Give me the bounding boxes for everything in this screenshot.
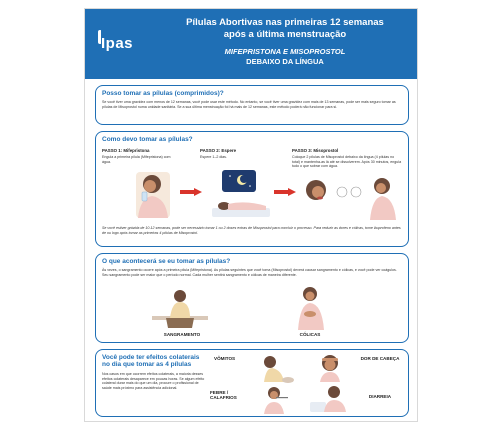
section-4-title-line-2: no dia que tomar as 4 pílulas: [102, 361, 192, 368]
step-3-text: Coloque 2 pílulas de Misoprostol debaixo da língua (4 pílulas no total) e mantenha-as lá até se dissolverem. Após 30 minutos, engula tudo o que sobrar com água.: [292, 155, 402, 169]
cramps-illustration: [282, 286, 338, 330]
title-line-2: após a última menstruação: [223, 29, 347, 40]
page-subtitle: [175, 47, 395, 67]
bleeding-caption: SANGRAMENTO: [163, 332, 201, 337]
section-2-title: Como devo tomar as pílulas?: [102, 136, 193, 143]
bleeding-illustration: [146, 288, 216, 330]
section-4-title-line-1: Você pode ter efeitos colaterais: [102, 354, 200, 361]
fever-illustration: [254, 384, 294, 414]
section-what-happens: [95, 253, 409, 343]
step-2-title: PASSO 2: Espere: [200, 148, 237, 153]
vomiting-caption: VÔMITOS: [214, 356, 236, 361]
arrow-right-icon: [180, 188, 202, 196]
fever-caption: FEBRE / CALAFRIOS: [210, 390, 237, 400]
step-1-title: PASSO 1: Mifepristona: [102, 148, 150, 153]
diarrhea-illustration: [306, 384, 356, 414]
page-title: [175, 17, 395, 41]
section-side-effects: [95, 349, 409, 417]
header-banner: [85, 9, 418, 79]
cramps-caption: CÓLICAS: [299, 332, 321, 337]
poster: [84, 8, 418, 422]
pills-under-tongue-illustration: [302, 172, 402, 222]
step-2-text: Espere 1–2 dias.: [200, 155, 227, 159]
ipas-logo: Ipas: [101, 35, 134, 52]
vomiting-illustration: [256, 354, 296, 384]
arrow-right-icon: [274, 188, 296, 196]
woman-drinking-illustration: [106, 170, 186, 220]
section-4-text: Nos casos em que ocorrem efeitos colaterais, a maioria desses efeitos colaterais desaparece em poucas horas. Se algum efeito colateral durar mais do que um dia, procure o profissional de saúde mais próximo para assistência adicional.: [102, 372, 205, 390]
section-can-i-take: [95, 85, 409, 125]
subtitle-line-1: MIFEPRISTONA E MISOPROSTOL: [224, 47, 346, 56]
section-1-text: Se você tiver uma gravidez com menos de 12 semanas, você pode usar este método. No entanto, se você tiver uma gravidez com mais de 13 semanas, pode ser mais seguro tomar as pílulas de Misoprostol numa unidade sanitária. Se a sua última menstruação foi há mais de 12 semanas, este método poderá não funcionar para si.: [102, 100, 396, 109]
night-sleeping-illustration: [206, 168, 278, 224]
section-how-to-take: [95, 131, 409, 247]
subtitle-line-2: DEBAIXO DA LÍNGUA: [246, 57, 324, 66]
section-2-note: Se você estiver grávida de 10-12 semanas, pode ser necessário tomar 1 ou 2 doses extras de Misoprostol para concluir o processo. Para reduzir as dores e cólicas, tome ibuprofeno antes de ou logo após tomar as primeiras 4 pílulas de Misoprostol.: [102, 226, 401, 235]
headache-caption: DOR DE CABEÇA: [360, 356, 400, 361]
section-3-text: Às vezes, o sangramento ocorre após a primeira pílula (Mifepristona). As pílulas seguintes que você toma (Misoprostol) deverá causar sangramento e cólicas, e você pode ver coágulos. Seu sangramento pode ser maior que o período normal. Cada mulher sentirá sangramento e cólicas de maneira diferente.: [102, 268, 397, 277]
section-1-title: Posso tomar as pílulas (comprimidos)?: [102, 90, 224, 97]
headache-illustration: [308, 352, 354, 382]
step-1-text: Engula a primeira pílula (Mifepristona) com água.: [102, 155, 171, 164]
step-3-title: PASSO 3: Misoprostol: [292, 148, 339, 153]
section-3-title: O que acontecerá se eu tomar as pílulas?: [102, 258, 231, 265]
title-line-1: Pílulas Abortivas nas primeiras 12 semanas: [186, 17, 384, 28]
diarrhea-caption: DIARREIA: [368, 394, 392, 399]
